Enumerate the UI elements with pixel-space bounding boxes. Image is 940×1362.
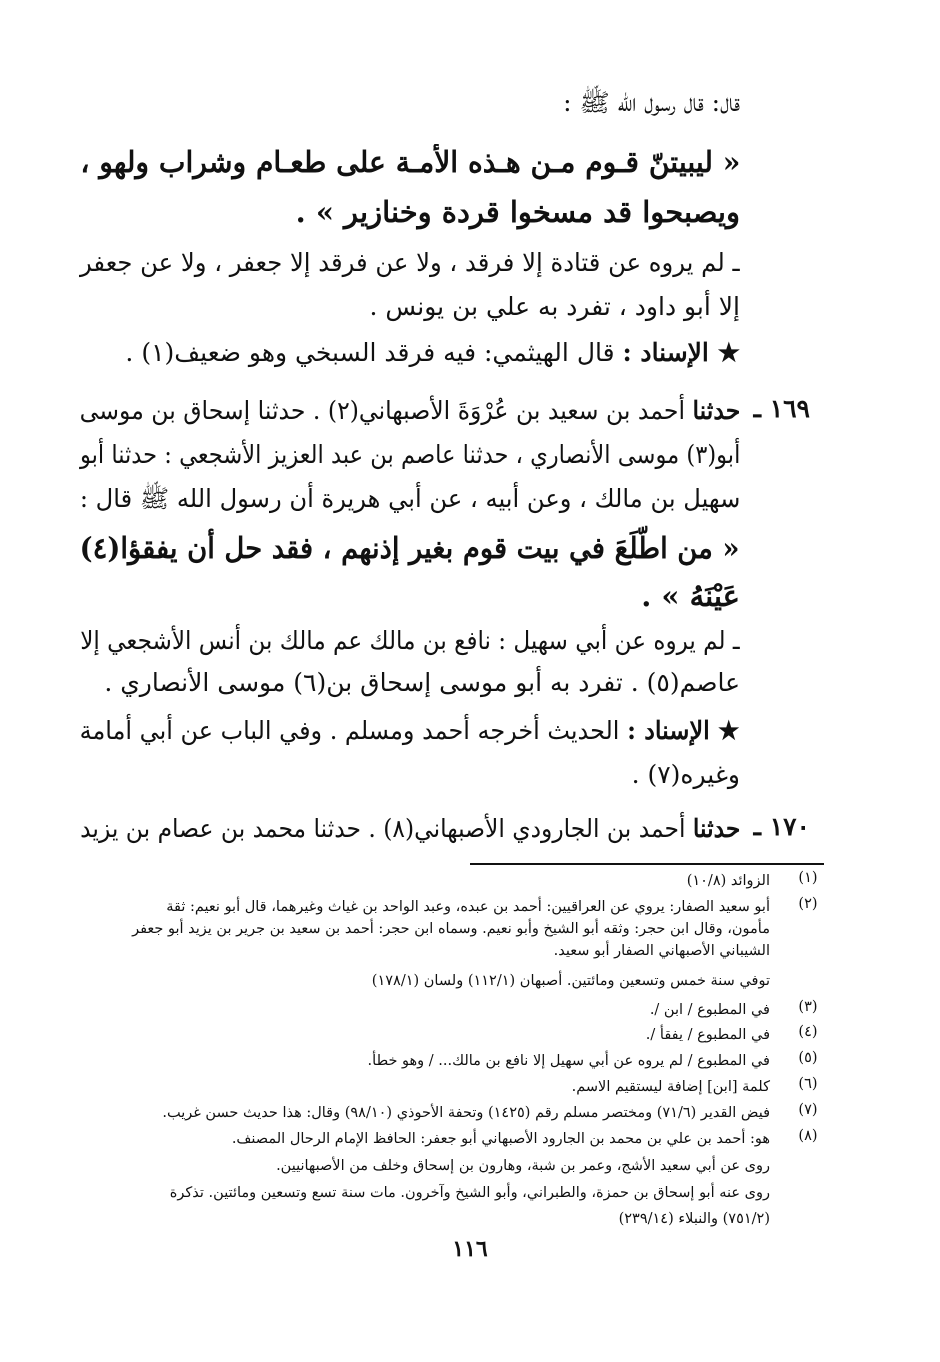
isnad-line: [125, 336, 740, 370]
footnote-number: (١): [798, 870, 818, 886]
isnad-label: ★ الإسناد :: [627, 716, 740, 745]
hadith-number: ١٦٩ ـ: [753, 394, 810, 423]
page-number: ١١٦: [452, 1236, 488, 1262]
chain-lead: حدثنا: [692, 814, 740, 843]
footnote-text: مأمون، وقال ابن حجر: وثقه أبو الشيخ وأبو نعيم. وسماه ابن حجر: أحمد بن سعيد بن جرير بن يزيد أبو جعفر: [132, 921, 770, 937]
footnote-text: روى عنه أبو إسحاق بن حمزة، والطبراني، وأبو الشيخ وآخرون. مات سنة تسع وتسعين ومائتين. تذكرة: [169, 1185, 770, 1201]
note-line: إلا أبو داود ، تفرد به علي بن يونس .: [369, 292, 740, 321]
footnote-number: (٤): [798, 1024, 818, 1040]
hadith-quote-line: عَيْنَهُ » .: [641, 579, 740, 613]
footnote-text: توفي سنة خمس وتسعين ومائتين. أصبهان (١١٢/١) ولسان (١٧٨/١): [371, 973, 770, 989]
chain-lead: حدثنا: [692, 396, 740, 425]
footnote-number: (٥): [798, 1050, 818, 1066]
hadith-chain-line: سهيل بن مالك ، وعن أبيه ، عن أبي هريرة أن رسول الله ﷺ قال :: [79, 484, 740, 513]
note-line: ـ لم يروه عن قتادة إلا فرقد ، ولا عن فرقد إلا جعفر ، ولا عن جعفر: [80, 248, 740, 277]
footnote-text: الزوائد (١٠/٨): [686, 873, 770, 889]
footnote-number: (٦): [798, 1076, 818, 1092]
isnad-line: وغيره(٧) .: [631, 760, 740, 789]
hadith-quote-line: « ليبيتنّ قـوم مـن هـذه الأمـة على طعـام وشراب ولهو ،: [79, 145, 740, 179]
footnote-divider: [470, 863, 824, 865]
footnote-text: في المطبوع / ابن /.: [649, 1002, 770, 1018]
hadith-chain-line: أبو(٣) موسى الأنصاري ، حدثنا عاصم بن عبد العزيز الأشجعي : حدثنا أبو: [79, 440, 740, 469]
footnote-text: كلمة [ابن] إضافة ليستقيم الاسم.: [571, 1079, 770, 1095]
hadith-quote-line: ويصبحوا قد مسخوا قردة وخنازير » .: [295, 195, 740, 229]
footnote-text: روى عن أبي سعيد الأشج، وعمر بن شبة، وهارون بن إسحاق وخلف من الأصبهانيين.: [276, 1158, 770, 1174]
hadith-number: ١٧٠ ـ: [753, 812, 810, 841]
hadith-chain-line: [79, 394, 740, 428]
hadith-chain-line: [80, 812, 740, 846]
footnote-text: فيض القدير (٧١/٦) ومختصر مسلم رقم (١٤٢٥) وتحفة الأحوذي (٩٨/١٠) وقال: هذا حديث حسن غريب.: [162, 1105, 770, 1121]
footnote-text: (٧٥١/٢) والنبلاء (٢٣٩/١٤): [618, 1211, 770, 1227]
isnad-line: [80, 714, 740, 748]
footnote-number: (٣): [798, 999, 818, 1015]
chain-text: أحمد بن الجارودي الأصبهاني(٨) . حدثنا محمد بن عصام بن يزيد: [79, 814, 693, 843]
chain-text: أحمد بن سعيد بن عُرْوَةَ الأصبهاني(٢) . حدثنا إسحاق بن موسى: [79, 396, 693, 425]
footnote-text: هو: أحمد بن علي بن محمد بن الجارود الأصبهاني أبو جعفر: الحافظ الإمام الرحال المصنف.: [231, 1131, 770, 1147]
footnote-text: الشيباني الأصبهاني الصفار أبو سعيد.: [553, 943, 770, 959]
note-line: ـ لم يروه عن أبي سهيل : نافع بن مالك عم مالك بن أنس الأشجعي إلا: [80, 626, 740, 655]
isnad-text: قال الهيثمي: فيه فرقد السبخي وهو ضعيف(١) .: [125, 338, 623, 367]
footnote-text: أبو سعيد الصفار: يروي عن العراقيين: أحمد بن عبده، وعبد الواحد بن غياث وغيرهما، قال أبو نعيم: ثقة: [166, 899, 770, 915]
intro-line: قال: قال رسول الله ﷺ :: [563, 88, 740, 117]
footnote-text: في المطبوع / لم يروه عن أبي سهيل إلا نافع بن مالك... / وهو خطأ.: [367, 1053, 770, 1069]
hadith-quote-line: « من اطّلَعَ في بيت قوم بغير إذنهم ، فقد حل أن يفقؤا(٤): [80, 531, 741, 565]
footnote-number: (٧): [798, 1102, 818, 1118]
isnad-label: ★ الإسناد :: [622, 338, 740, 367]
isnad-text: الحديث أخرجه أحمد ومسلم . وفي الباب عن أبي أمامة: [80, 716, 628, 745]
note-line: عاصم(٥) . تفرد به أبو موسى إسحاق بن(٦) موسى الأنصاري .: [104, 668, 740, 697]
footnote-number: (٨): [798, 1128, 818, 1144]
footnote-text: في المطبوع / يفقأ /.: [645, 1027, 770, 1043]
footnote-number: (٢): [798, 896, 818, 912]
